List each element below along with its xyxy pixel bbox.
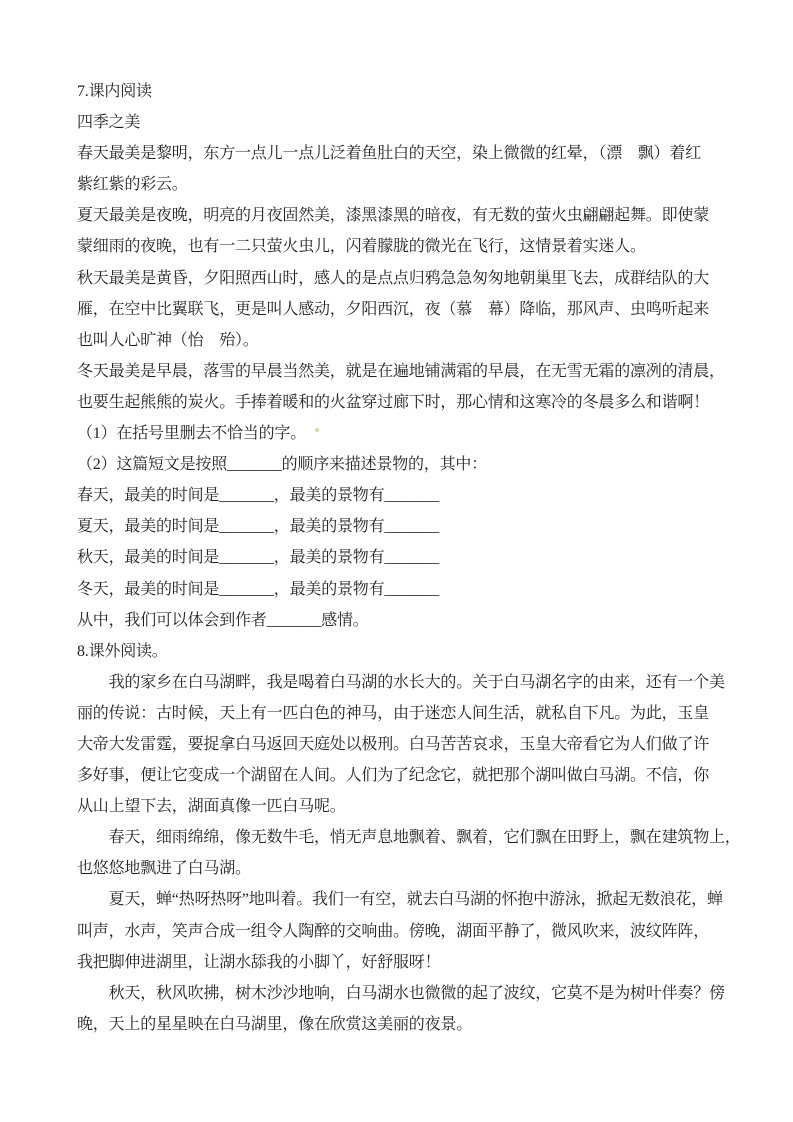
text-line: 也悠悠地飘进了白马湖。 <box>77 860 251 878</box>
text-line: 冬天最美是早晨，落雪的早晨当然美，就是在遍地铺满霜的早晨，在无雪无霜的凛冽的清晨， <box>77 362 725 380</box>
text-line: 大帝大发雷霆，要捉拿白马返回天庭处以极刑。白马苦苦哀求，玉皇大帝看它为人们做了许 <box>77 735 710 753</box>
text-line: 夏天，蝉“热呀热呀”地叫着。我们一有空，就去白马湖的怀抱中游泳，掀起无数浪花，蝉 <box>77 891 723 909</box>
text-line: 夏天，最美的时间是_______，最美的景物有_______ <box>77 518 440 536</box>
text-line: 春天，细雨绵绵，像无数牛毛，悄无声息地飘着、飘着，它们飘在田野上，飘在建筑物上， <box>77 829 741 847</box>
text-line: 多好事，便让它变成一个湖留在人间。人们为了纪念它，就把那个湖叫做白马湖。不信，你 <box>77 767 710 785</box>
text-line: 秋天，最美的时间是_______，最美的景物有_______ <box>77 549 440 567</box>
section7-question-1: （1）在括号里删去不恰当的字。 <box>77 425 307 443</box>
text-line: 雁，在空中比翼联飞，更是叫人感动，夕阳西沉，夜（慕 幕）降临，那风声、虫鸣听起来 <box>77 300 710 318</box>
text-line: 叫声，水声，笑声合成一组令人陶醉的交响曲。傍晚，湖面平静了，微风吹来，波纹阵阵， <box>77 922 710 940</box>
text-line: 丽的传说：古时候，天上有一匹白色的神马，由于迷恋人间生活，就私自下凡。为此，玉皇 <box>77 704 710 722</box>
text-line: 春天，最美的时间是_______，最美的景物有_______ <box>77 487 440 505</box>
text-line: 从中，我们可以体会到作者_______感情。 <box>77 611 369 629</box>
text-line: 我的家乡在白马湖畔，我是喝着白马湖的水长大的。关于白马湖名字的由来，还有一个美 <box>77 673 725 691</box>
section8-heading: 8.课外阅读。 <box>77 642 168 660</box>
text-line: 夏天最美是夜晚，明亮的月夜固然美，漆黑漆黑的暗夜，有无数的萤火虫翩翩起舞。即使蒙 <box>77 207 710 225</box>
text-line: 冬天，最美的时间是_______，最美的景物有_______ <box>77 580 440 598</box>
text-line: 春天最美是黎明，东方一点儿一点儿泛着鱼肚白的天空，染上微微的红晕，（漂 飘）着红 <box>77 145 702 163</box>
section7-fill-in-blanks <box>77 480 757 635</box>
section7-question-2: （2）这篇短文是按照_______的顺序来描述景物的，其中： <box>77 456 488 474</box>
section7-passage-title: 四季之美 <box>77 114 141 132</box>
stray-mark <box>315 428 319 432</box>
text-line: 秋天最美是黄昏，夕阳照西山时，感人的是点点归鸦急急匆匆地朝巢里飞去，成群结队的大 <box>77 269 710 287</box>
text-line: 秋天，秋风吹拂，树木沙沙地响，白马湖水也微微的起了波纹，它莫不是为树叶伴奏？傍 <box>77 984 725 1002</box>
text-line: 也要生起熊熊的炭火。手捧着暖和的火盆穿过廊下时，那心情和这寒冷的冬晨多么和谐啊！ <box>77 393 710 411</box>
section7-heading: 7.课内阅读 <box>77 83 152 100</box>
text-line: 晚，天上的星星映在白马湖里，像在欣赏这美丽的夜景。 <box>77 1015 473 1033</box>
text-line: 紫红紫的彩云。 <box>77 176 188 194</box>
document-content <box>77 76 757 1040</box>
section8-passage <box>77 667 757 1040</box>
section7-passage <box>77 138 757 418</box>
text-line: 也叫人心旷神（怡 殆）。 <box>77 331 259 349</box>
text-line: 从山上望下去，湖面真像一匹白马呢。 <box>77 798 346 816</box>
text-line: 蒙细雨的夜晚，也有一二只萤火虫儿，闪着朦胧的微光在飞行，这情景着实迷人。 <box>77 238 646 256</box>
text-line: 我把脚伸进湖里，让湖水舔我的小脚丫，好舒服呀！ <box>77 953 441 971</box>
